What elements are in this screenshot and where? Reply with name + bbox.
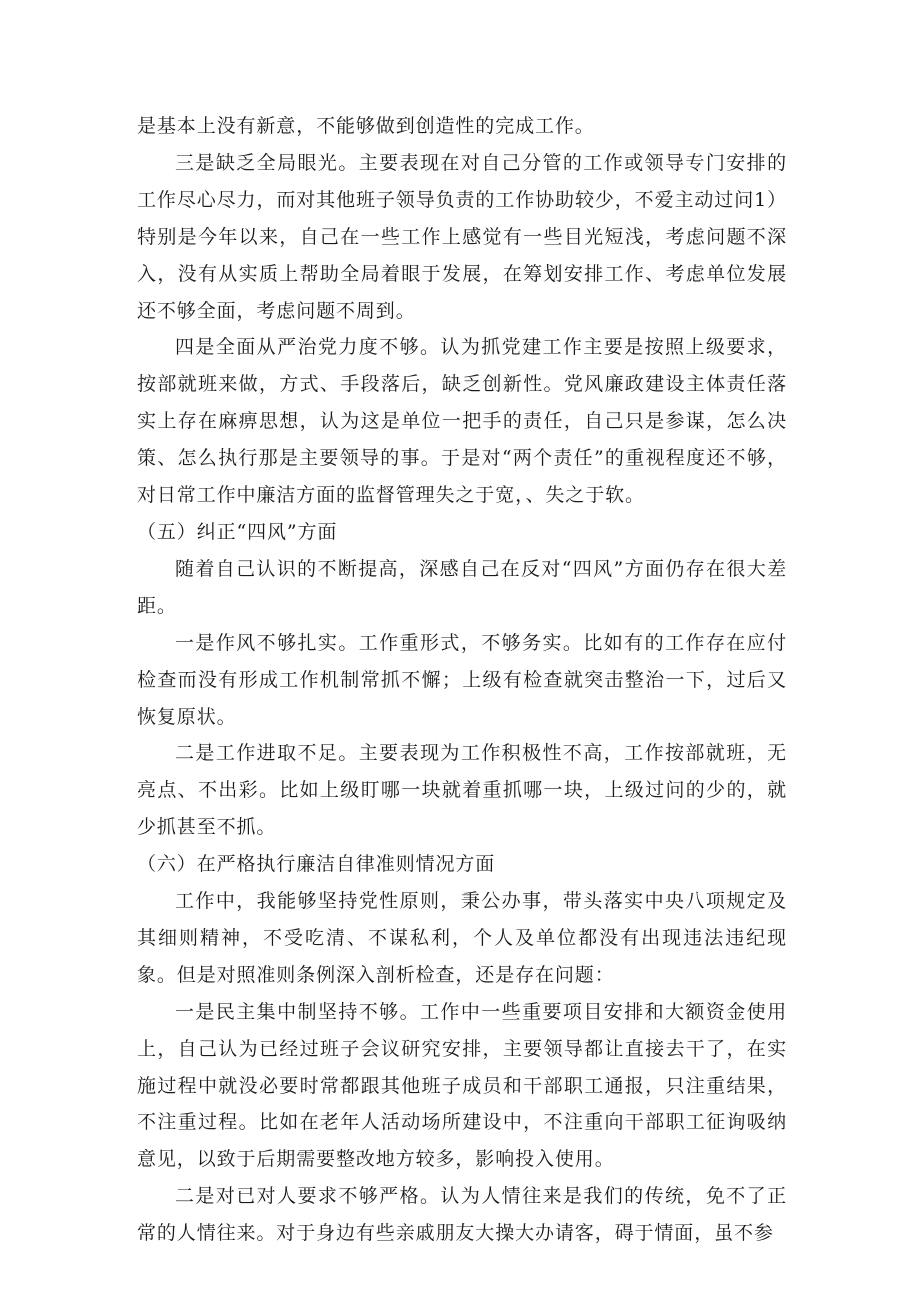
paragraph-work-initiative: 二是工作进取不足。主要表现为工作积极性不高，工作按部就班，无亮点、不出彩。比如上级盯哪一块就着重抓哪一块，上级过问的少的，就少抓甚至不抓。: [137, 742, 787, 839]
document-body: [137, 108, 787, 1252]
paragraph-integrity-intro: 工作中，我能够坚持党性原则，秉公办事，带头落实中央八项规定及其细则精神，不受吃清、不谋私利，个人及单位都没有出现违法违纪现象。但是对照准则条例深入剖析检查，还是存在问题：: [137, 890, 787, 986]
section-heading-four-winds: （五）纠正“四风”方面: [137, 520, 338, 543]
paragraph-four-winds-intro: 随着自己认识的不断提高，深感自己在反对“四风”方面仍存在很大差距。: [137, 557, 787, 617]
paragraph-democratic-centralism: 一是民主集中制坚持不够。工作中一些重要项目安排和大额资金使用上，自己认为已经过班子会议研究安排，主要领导都让直接去干了，在实施过程中就没必要时常都跟其他班子成员和干部职工通报，只注重结果，不注重过程。比如在老年人活动场所建设中，不注重向干部职工征询吸纳意见，以致于后期需要整改地方较多，影响投入使用。: [137, 1000, 787, 1171]
paragraph-self-discipline: 二是对已对人要求不够严格。认为人情往来是我们的传统，免不了正常的人情往来。对于身边有些亲戚朋友大操大办请客，碍于情面，虽不参: [137, 1185, 787, 1245]
section-heading-integrity: （六）在严格执行廉洁自律准则情况方面: [137, 853, 496, 876]
paragraph-party-discipline: 四是全面从严治党力度不够。认为抓党建工作主要是按照上级要求，按部就班来做，方式、手段落后，缺乏创新性。党风廉政建设主体责任落实上存在麻痹思想，认为这是单位一把手的责任，自己只是参谋，怎么决策、怎么执行那是主要领导的事。于是对“两个责任”的重视程度还不够，对日常工作中廉洁方面的监督管理失之于宽，、失之于软。: [137, 336, 787, 507]
paragraph-global-vision: 三是缺乏全局眼光。主要表现在对自己分管的工作或领导专门安排的工作尽心尽力，而对其他班子领导负责的工作协助较少，不爱主动过问1）特别是今年以来，自己在一些工作上感觉有一些目光短浅，考虑问题不深入，没有从实质上帮助全局着眼于发展，在筹划安排工作、考虑单位发展还不够全面，考虑问题不周到。: [137, 151, 787, 322]
paragraph-continuation: 是基本上没有新意，不能够做到创造性的完成工作。: [137, 115, 595, 137]
paragraph-work-style: 一是作风不够扎实。工作重形式，不够务实。比如有的工作存在应付检查而没有形成工作机制常抓不懈；上级有检查就突击整治一下，过后又恢复原状。: [137, 631, 787, 728]
